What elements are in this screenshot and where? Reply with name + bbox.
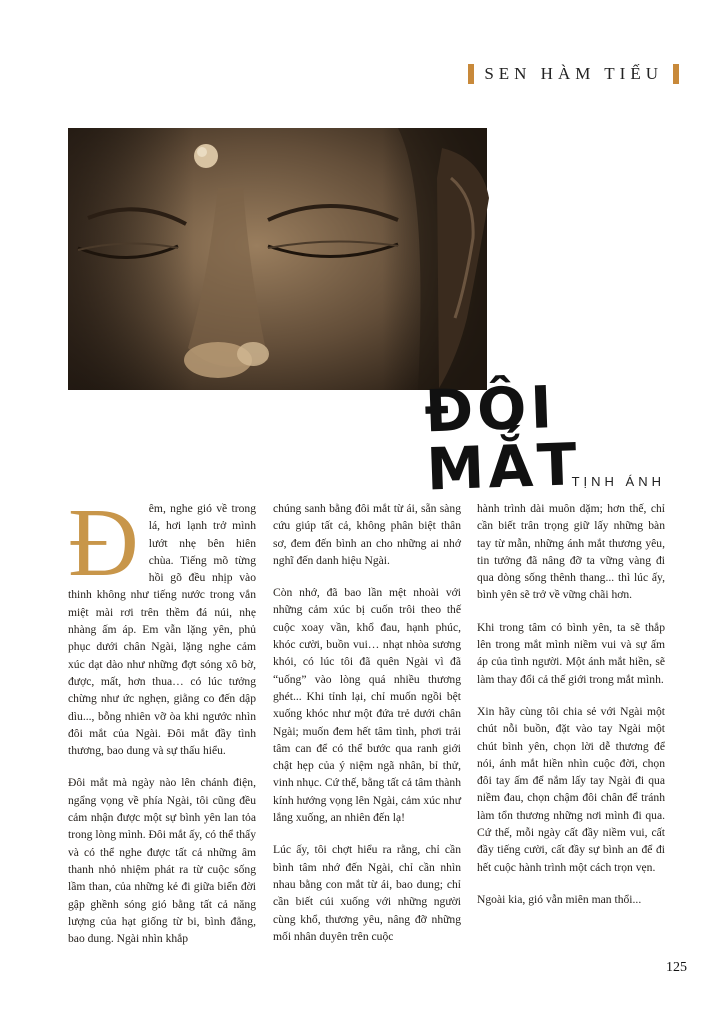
paragraph: Khi trong tâm có bình yên, ta sẽ thắp lên trong mắt mình niềm vui và sự ấm áp của tình người. Một ánh mắt hiền, sẽ làm thay đổi cả thế giới trong mắt mình. <box>477 620 665 686</box>
buddha-face-image <box>68 128 487 390</box>
paragraph: Xin hãy cùng tôi chia sẻ với Ngài một chút nỗi buồn, đặt vào tay Ngài một chút bình yên, chọn lời dễ thương để nói, ánh mắt hiền nhìn cuộc đời, chọn đôi tay ấm để nắm lấy tay Ngài đi qua niềm đau, chọn chậm đôi chân để tránh làm tổn thương những nơi mình đi qua. Cứ thế, mỗi ngày cất đầy niềm vui, cất đầy tiếng cười, cất đầy sự bình an để đi hết cuộc hành trình một cách trọn vẹn. <box>477 704 665 874</box>
article-title: ĐÔI MẮT <box>423 372 582 504</box>
article-author: TỊNH ÁNH <box>571 474 665 489</box>
header-bar-left <box>468 64 474 84</box>
paragraph: Còn nhớ, đã bao lần mệt nhoài với những cảm xúc bị cuốn trôi theo thế cuộc xoay vần, khổ đau, hạnh phúc, khóc cười, buồn vui… nhạt nhòa sương khói, có lúc tôi đã quên Ngài vì đã “uống” vào lòng quá nhiều thương ghét... Khi tỉnh lại, chỉ muốn ngồi bệt xuống khóc như một đứa trẻ dưới chân Ngài; muốn đem hết tâm tình, phơi trải tâm can để có thể bước qua ranh giới chật hẹp của ý niệm ngã nhân, bỉ thử, vinh nhục. Cứ thế, bằng tất cả tâm thành kính hướng vọng lên Ngài, cảm xúc như lắng xuống, an nhiên đến lạ! <box>273 586 461 825</box>
buddha-face-illustration <box>68 128 487 390</box>
header-bar-right <box>673 64 679 84</box>
paragraph: hành trình dài muôn dặm; hơn thế, chỉ cần biết trân trọng giữ lấy những bàn tay từ mẫn, những ánh mắt thương yêu, tin tưởng đã nâng đỡ ta vững vàng đi qua dòng sống thênh thang... thì lúc ấy, bình yên sẽ trở về vững chãi hơn. <box>477 502 665 602</box>
text-column-1 <box>68 489 256 962</box>
section-header <box>468 64 679 84</box>
paragraph: Lúc ấy, tôi chợt hiểu ra rằng, chỉ cần bình tâm nhớ đến Ngài, chỉ cần nhìn nhau bằng con mắt từ ái, bao dung; chỉ cần biết cúi xuống với những người cùng khổ, thương yêu, nâng đỡ những mối nhân duyên trên cuộc <box>273 843 461 943</box>
paragraph <box>68 489 256 759</box>
paragraph: chúng sanh bằng đôi mắt từ ái, sẵn sàng cứu giúp tất cả, không phân biệt thân sơ, đem đến bình an cho những ai nhớ nghĩ đến danh hiệu Ngài. <box>273 502 461 567</box>
buddha-ear-illustration <box>437 138 492 388</box>
section-title: SEN HÀM TIẾU <box>484 64 663 83</box>
text-column-2 <box>273 500 461 960</box>
paragraph: Ngoài kia, gió vẫn miên man thổi... <box>477 892 642 906</box>
page-number: 125 <box>666 960 687 975</box>
paragraph-text: êm, nghe gió về trong lá, hơi lạnh trở mình lướt nhẹ bên hiên chùa. Tiếng mõ từng hồi gõ đều nhịp vào thinh không như tiếng nước trong vắn miệt mài rơi trên thềm đá núi, nhẹ nhàng ấm áp. Em vẫn lặng yên, phủ phục dưới chân Ngài, lặng nghe cảm xúc dạt dào như những đợt sóng xô bờ, được, mất, hơn thua… có lúc tưởng chừng như ức nghẹn, giằng co đến dập dìu..., bỗng nhiên vỡ òa khi ngước nhìn đôi mắt của Ngài. Đôi mắt đầy tình thương, bao dung và sự thấu hiểu. <box>68 502 256 758</box>
paragraph: Đôi mắt mà ngày nào lên chánh điện, ngẩng vọng về phía Ngài, tôi cũng đều cảm nhận được một sự bình yên lan tỏa trong lòng mình. Đôi mắt ấy, có thể thấy và có thể nghe được tất cả những âm thanh nhỏ nhiệm phát ra từ cuộc sống lầm than, của những kẻ đi giữa biển đời gập ghềnh sóng gió bằng tất cả năng lượng của hạt giống từ bi, bình đẳng, bao dung. Ngài nhìn khắp <box>68 776 256 946</box>
drop-cap: Đ <box>68 489 139 597</box>
text-column-3 <box>477 500 665 923</box>
